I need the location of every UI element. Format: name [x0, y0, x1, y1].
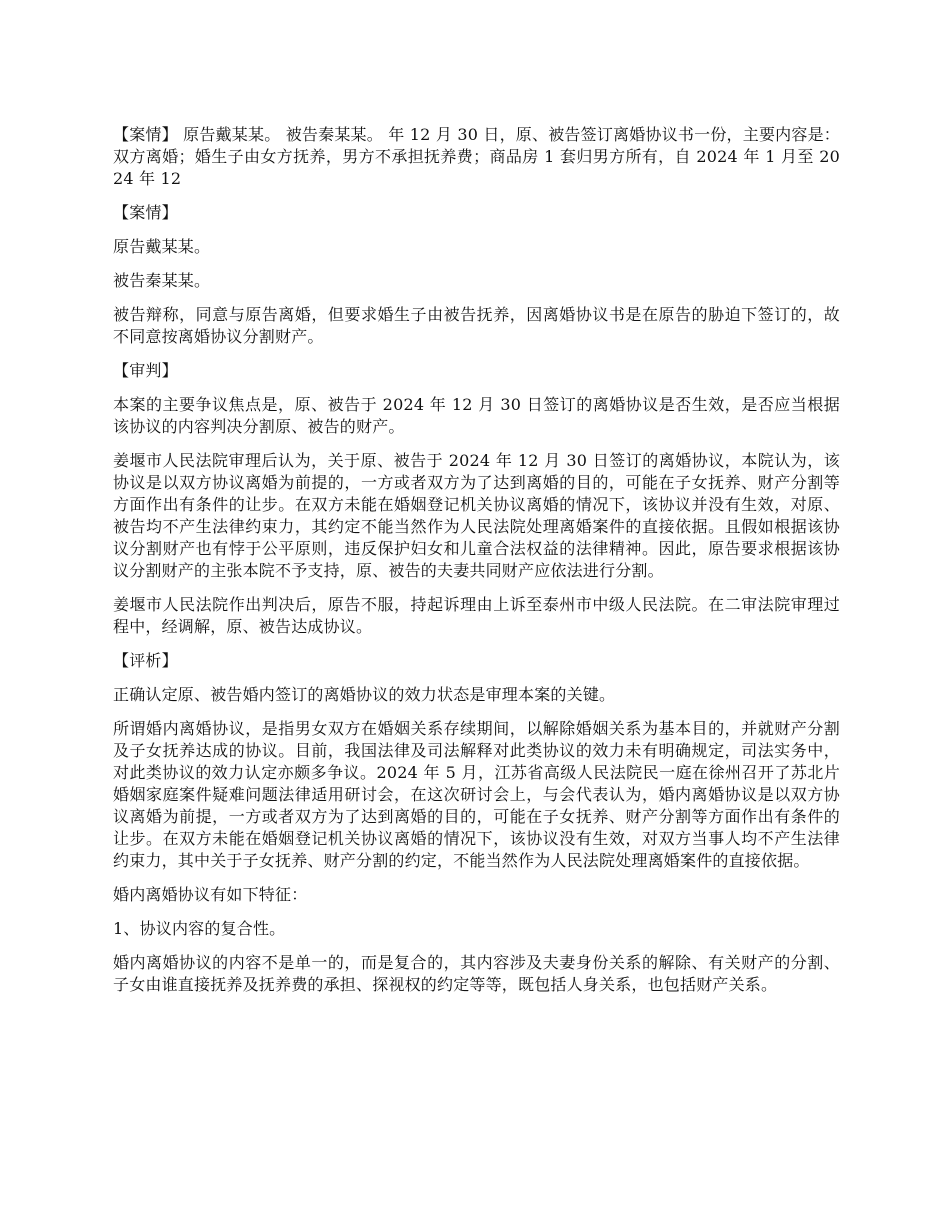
- features-intro-paragraph: 婚内离婚协议有如下特征：: [113, 885, 308, 904]
- feature-1-paragraph: 婚内离婚协议的内容不是单一的，而是复合的，其内容涉及夫妻身份关系的解除、有关财产的分割、子女由谁直接抚养及抚养费的承担、探视权的约定等等，既包括人身关系，也包括财产关系。: [113, 953, 840, 994]
- appeal-paragraph: 姜堰市人民法院作出判决后，原告不服，持起诉理由上诉至泰州市中级人民法院。在二审法院审理过程中，经调解，原、被告达成协议。: [113, 595, 840, 636]
- case-facts-heading: 【案情】: [113, 203, 178, 222]
- court-opinion-paragraph: 姜堰市人民法院审理后认为，关于原、被告于 2024 年 12 月 30 日签订的离婚协议，本院认为，该协议是以双方协议离婚为前提的，一方或者双方为了达到离婚的目的，可能在子女抚养、财产分割等方面作出有条件的让步。在双方未能在婚姻登记机关协议离婚的情况下，该协议并没有生效，对原、被告均不产生法律约束力，其约定不能当然作为人民法院处理离婚案件的直接依据。且假如根据该协议分割财产也有悖于公平原则，违反保护妇女和儿童合法权益的法律精神。因此，原告要求根据该协议分割财产的主张本院不予支持，原、被告的夫妻共同财产应依法进行分割。: [113, 451, 840, 580]
- analysis-heading: 【评析】: [113, 651, 178, 670]
- definition-paragraph: 所谓婚内离婚协议，是指男女双方在婚姻关系存续期间，以解除婚姻关系为基本目的，并就财产分割及子女抚养达成的协议。目前，我国法律及司法解释对此类协议的效力未有明确规定，司法实务中，对此类协议的效力认定亦颇多争议。2024 年 5 月，江苏省高级人民法院民一庭在徐州召开了苏北片婚姻家庭案件疑难问题法律适用研讨会，在这次研讨会上，与会代表认为，婚内离婚协议是以双方协议离婚为前提，一方或者双方为了达到离婚的目的，可能在子女抚养、财产分割等方面作出有条件的让步。在双方未能在婚姻登记机关协议离婚的情况下，该协议没有生效，对双方当事人均不产生法律约束力，其中关于子女抚养、财产分割的约定，不能当然作为人民法院处理离婚案件的直接依据。: [113, 719, 840, 870]
- defense-paragraph: 被告辩称，同意与原告离婚，但要求婚生子由被告抚养，因离婚协议书是在原告的胁迫下签订的，故不同意按离婚协议分割财产。: [113, 305, 840, 346]
- dispute-focus-paragraph: 本案的主要争议焦点是，原、被告于 2024 年 12 月 30 日签订的离婚协议是否生效，是否应当根据该协议的内容判决分割原、被告的财产。: [113, 395, 840, 436]
- analysis-key-paragraph: 正确认定原、被告婚内签订的离婚协议的效力状态是审理本案的关键。: [113, 685, 616, 704]
- document-body: [113, 124, 840, 1008]
- plaintiff-paragraph: 原告戴某某。: [113, 237, 211, 256]
- judgment-heading: 【审判】: [113, 361, 178, 380]
- case-summary-paragraph: 【案情】 原告戴某某。 被告秦某某。 年 12 月 30 日，原、被告签订离婚协议书一份，主要内容是：双方离婚；婚生子由女方抚养，男方不承担抚养费；商品房 1 套归男方所有，自 2024 年 1 月至 2024 年 12: [113, 125, 840, 188]
- feature-1-heading: 1、协议内容的复合性。: [113, 919, 286, 938]
- defendant-paragraph: 被告秦某某。: [113, 271, 211, 290]
